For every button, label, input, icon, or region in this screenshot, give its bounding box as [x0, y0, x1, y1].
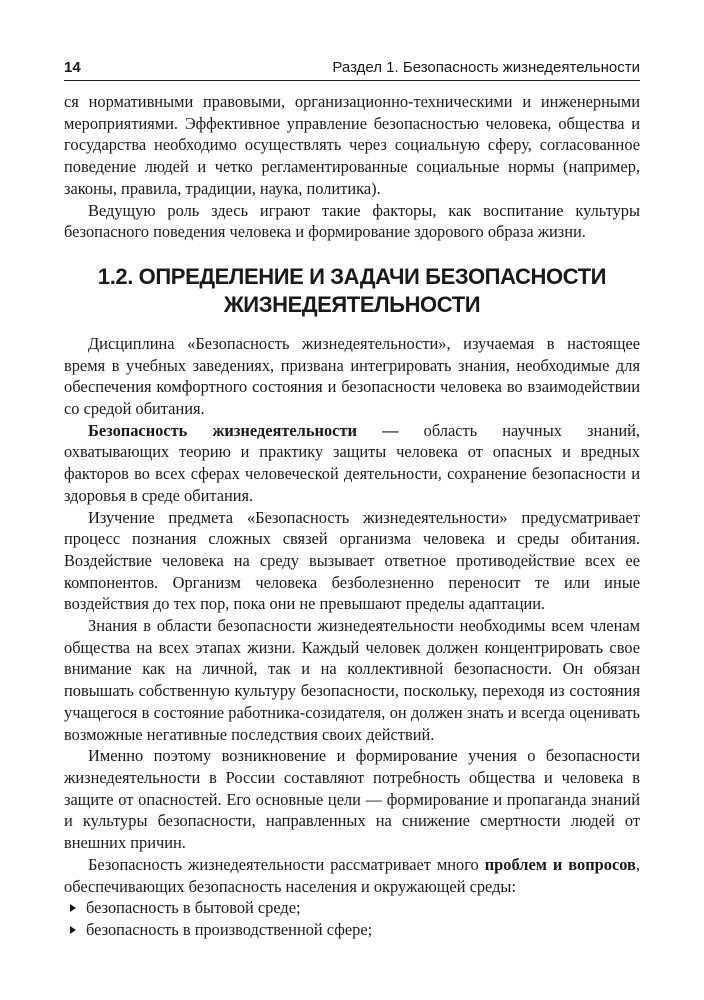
section-paragraph-4: Знания в области безопасности жизнедеятельности необходимы всем членам общества на всех этапах жизни. Каждый человек должен концентрировать свое внимание как на личной, так и на коллективной безопасности. Он обязан повышать собственную культуру безопасности, поскольку, переходя из состояния учащегося в состояние работника-созидателя, он должен знать и всегда оценивать возможные негативные последствия своих действий. [64, 616, 640, 744]
triangle-bullet-icon [70, 926, 76, 934]
section-title [64, 263, 640, 319]
list-item [64, 897, 640, 919]
list-item [64, 919, 640, 941]
paragraph-6-end: , обеспечивающих безопасность населения и окружающей среды: [64, 854, 640, 896]
definition-term: Безопасность жизнедеятельности — [88, 420, 399, 440]
section-paragraph-1: Дисциплина «Безопасность жизнедеятельности», изучаемая в настоящее время в учебных заведениях, призвана интегрировать знания, необходимые для обеспечения комфортного состояния и безопасности человека во взаимодействии со средой обитания. [64, 333, 640, 419]
page-number: 14 [64, 59, 81, 76]
section-paragraph-5: Именно поэтому возникновение и формирование учения о безопасности жизнедеятельности в России составляют потребность общества и человека в защите от опасностей. Его основные цели — формирование и пропаганда знаний и культуры безопасности, направленных на снижение смертности людей от внешних причин. [64, 746, 640, 853]
section-title-line-2: ЖИЗНЕДЕЯТЕЛЬНОСТИ [223, 291, 481, 317]
page-header [64, 58, 640, 81]
section-body [64, 333, 640, 941]
intro-paragraph-2: Ведущую роль здесь играют такие факторы, как воспитание культуры безопасного поведения человека и формирование здорового образа жизни. [64, 200, 640, 242]
section-paragraph-2 [64, 420, 640, 507]
bullet-list [64, 897, 640, 940]
page-body [64, 91, 640, 941]
section-paragraph-6 [64, 854, 640, 897]
running-head: Раздел 1. Безопасность жизнедеятельности [332, 59, 640, 76]
list-item-text: безопасность в бытовой среде; [86, 898, 301, 918]
intro-paragraph-1: ся нормативными правовыми, организационно-техническими и инженерными мероприятиями. Эффективное управление безопасностью человека, общества и государства необходимо осуществлять через социальную сферу, согласованное поведение людей и четко регламентированные социальные нормы (например, законы, правила, традиции, наука, политика). [64, 92, 640, 198]
section-paragraph-3: Изучение предмета «Безопасность жизнедеятельности» предусматривает процесс познания сложных связей организма человека и среды обитания. Воздействие человека на среду вызывает ответное противодействие всех ее компонентов. Организм человека безболезненно переносит те или иные воздействия до тех пор, пока они не превышают пределы адаптации. [64, 507, 640, 614]
section-title-line-1: 1.2. ОПРЕДЕЛЕНИЕ И ЗАДАЧИ БЕЗОПАСНОСТИ [97, 263, 607, 289]
triangle-bullet-icon [70, 904, 76, 912]
list-item-text: безопасность в производственной сфере; [86, 919, 373, 939]
paragraph-6-emphasis: проблем и вопросов [484, 854, 636, 874]
paragraph-6-start: Безопасность жизнедеятельности рассматривает много [88, 854, 485, 874]
definition-text: область научных знаний, охватывающих теорию и практику защиты человека от опасных и вредных факторов во всех сферах человеческой деятельности, сохранение безопасности и здоровья в среде обитания. [64, 420, 640, 505]
